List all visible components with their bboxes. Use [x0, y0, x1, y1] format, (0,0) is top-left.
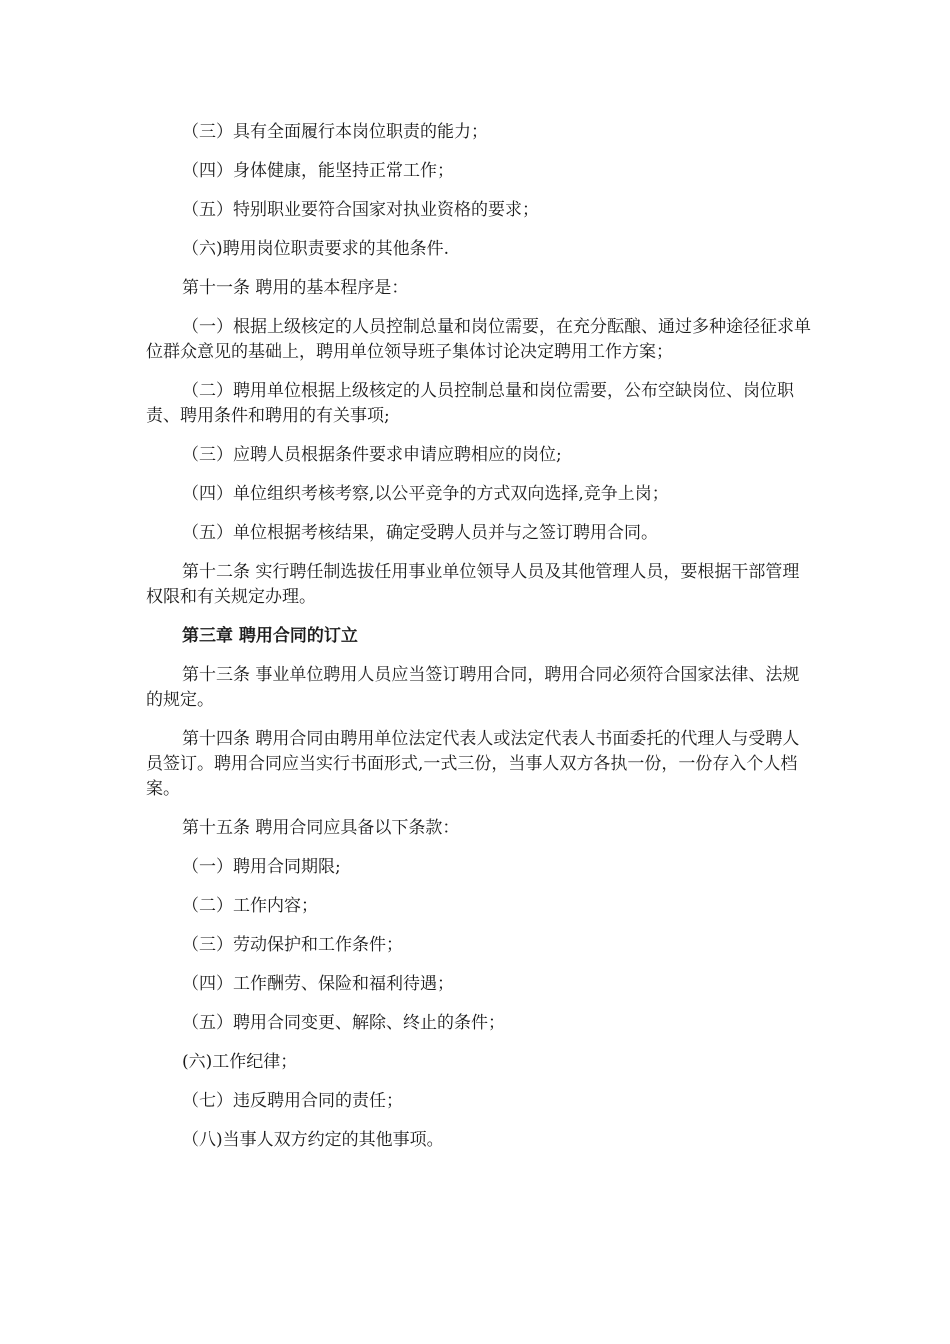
- paragraph: （五）单位根据考核结果，确定受聘人员并与之签订聘用合同。: [182, 523, 658, 543]
- paragraph: （二）聘用单位根据上级核定的人员控制总量和岗位需要，公布空缺岗位、岗位职责、聘用条件和聘用的有关事项;: [146, 381, 794, 426]
- document-page: [146, 120, 816, 1167]
- article-paragraph: 第十一条 聘用的基本程序是：: [182, 278, 409, 298]
- paragraph: （四）单位组织考核考察,以公平竞争的方式双向选择,竞争上岗；: [182, 484, 669, 504]
- chapter-heading: 第三章 聘用合同的订立: [182, 626, 358, 646]
- paragraph: （三）具有全面履行本岗位职责的能力；: [182, 122, 488, 142]
- paragraph: （六)聘用岗位职责要求的其他条件.: [182, 239, 450, 259]
- paragraph: （四）身体健康，能坚持正常工作；: [182, 161, 454, 181]
- article-paragraph: 第十三条 事业单位聘用人员应当签订聘用合同，聘用合同必须符合国家法律、法规的规定。: [146, 665, 800, 710]
- paragraph: （五）特别职业要符合国家对执业资格的要求；: [182, 200, 539, 220]
- article-paragraph: 第十五条 聘用合同应具备以下条款：: [182, 818, 460, 838]
- article-paragraph: 第十四条 聘用合同由聘用单位法定代表人或法定代表人书面委托的代理人与受聘人员签订。聘用合同应当实行书面形式,一式三份，当事人双方各执一份，一份存入个人档案。: [146, 729, 800, 799]
- article-paragraph: 第十二条 实行聘任制选拔任用事业单位领导人员及其他管理人员，要根据干部管理权限和有关规定办理。: [146, 562, 800, 607]
- paragraph: （二）工作内容；: [182, 896, 318, 916]
- paragraph: （三）应聘人员根据条件要求申请应聘相应的岗位;: [182, 445, 562, 465]
- paragraph: （四）工作酬劳、保险和福利待遇；: [182, 974, 454, 994]
- paragraph: （一）聘用合同期限;: [182, 857, 341, 877]
- paragraph: （七）违反聘用合同的责任；: [182, 1091, 403, 1111]
- paragraph: （五）聘用合同变更、解除、终止的条件；: [182, 1013, 505, 1033]
- paragraph: （三）劳动保护和工作条件；: [182, 935, 403, 955]
- paragraph: (六)工作纪律；: [182, 1052, 298, 1072]
- paragraph: （八)当事人双方约定的其他事项。: [182, 1130, 444, 1150]
- paragraph: （一）根据上级核定的人员控制总量和岗位需要，在充分酝酿、通过多种途径征求单位群众意见的基础上，聘用单位领导班子集体讨论决定聘用工作方案；: [146, 317, 811, 362]
